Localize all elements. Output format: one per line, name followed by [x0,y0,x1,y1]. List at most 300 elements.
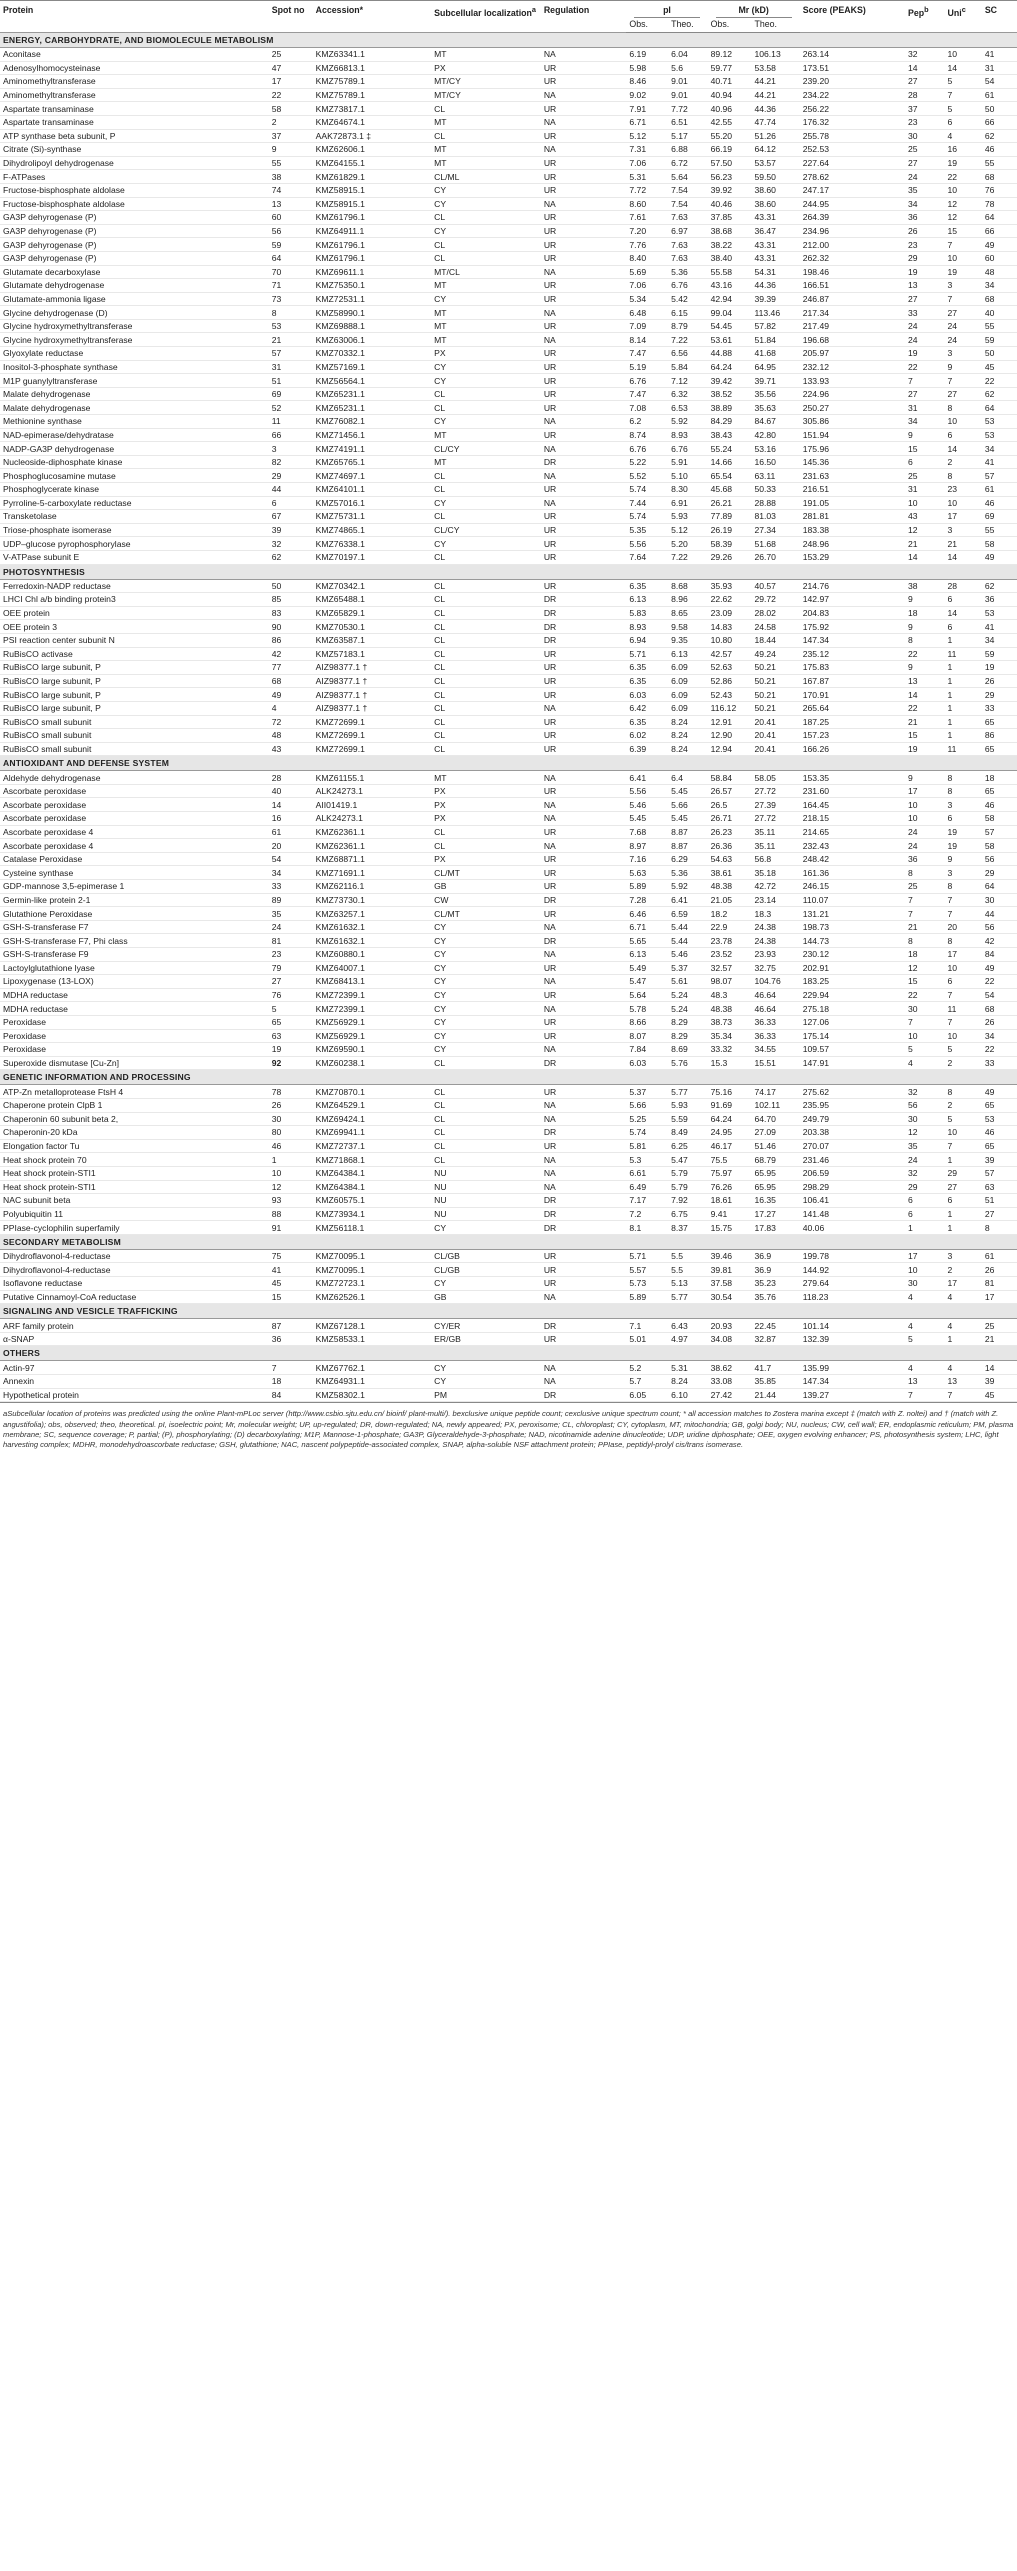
cell-sc: 31 [982,61,1017,75]
cell-sc: 53 [982,606,1017,620]
cell-mr-obs: 64.24 [708,360,752,374]
cell-mr-theo: 20.41 [751,742,799,756]
cell-mr-obs: 54.63 [708,852,752,866]
cell-pi-theo: 8.24 [668,742,708,756]
cell-pi-obs: 7.1 [626,1319,668,1333]
cell-protein: RuBisCO large subunit, P [0,674,269,688]
table-row [0,279,1017,293]
cell-pep: 1 [905,1221,944,1235]
cell-mr-theo: 24.58 [751,620,799,634]
cell-pep: 22 [905,360,944,374]
cell-pep: 31 [905,401,944,415]
header-regulation: Regulation [541,1,627,33]
cell-mr-theo: 53.16 [751,442,799,456]
cell-sc: 61 [982,1249,1017,1263]
cell-mr-obs: 22.62 [708,593,752,607]
cell-pi-obs: 6.48 [626,306,668,320]
cell-mr-theo: 36.47 [751,224,799,238]
cell-accession: KMZ62361.1 [313,839,431,853]
cell-protein: Chaperonin 60 subunit beta 2, [0,1112,269,1126]
cell-regulation: UR [541,825,627,839]
cell-score: 191.05 [800,496,905,510]
cell-accession: KMZ70095.1 [313,1249,431,1263]
cell-mr-theo: 38.60 [751,197,799,211]
table-row [0,238,1017,252]
table-row [0,715,1017,729]
cell-pep: 31 [905,483,944,497]
cell-uni: 7 [945,1015,982,1029]
cell-localization: CY [431,197,541,211]
cell-pi-obs: 7.68 [626,825,668,839]
cell-protein: Phosphoglycerate kinase [0,483,269,497]
header-pep [905,1,944,33]
cell-localization: CY [431,961,541,975]
cell-uni: 14 [945,61,982,75]
cell-pi-theo: 5.5 [668,1263,708,1277]
cell-mr-theo: 39.39 [751,292,799,306]
cell-accession: KMZ72737.1 [313,1139,431,1153]
cell-pep: 30 [905,1277,944,1291]
cell-spot: 68 [269,674,313,688]
cell-sc: 49 [982,961,1017,975]
cell-spot: 36 [269,1332,313,1346]
cell-spot: 30 [269,1112,313,1126]
cell-regulation: UR [541,880,627,894]
cell-sc: 62 [982,129,1017,143]
cell-sc: 41 [982,620,1017,634]
table-row [0,1249,1017,1263]
cell-accession: KMZ58533.1 [313,1332,431,1346]
cell-pi-obs: 6.49 [626,1180,668,1194]
cell-accession: KMZ58915.1 [313,183,431,197]
table-row [0,579,1017,593]
cell-spot: 40 [269,784,313,798]
cell-accession: KMZ71868.1 [313,1153,431,1167]
cell-localization: CW [431,893,541,907]
cell-sc: 55 [982,319,1017,333]
cell-pep: 32 [905,1085,944,1099]
cell-spot: 1 [269,1153,313,1167]
cell-pep: 32 [905,1166,944,1180]
cell-regulation: DR [541,893,627,907]
cell-uni: 3 [945,798,982,812]
cell-pep: 24 [905,839,944,853]
cell-uni: 24 [945,333,982,347]
cell-pep: 24 [905,1153,944,1167]
cell-mr-obs: 56.23 [708,170,752,184]
cell-pep: 18 [905,606,944,620]
cell-mr-theo: 26.70 [751,550,799,564]
cell-protein: ATP synthase beta subunit, P [0,129,269,143]
cell-localization: MT [431,156,541,170]
cell-sc: 54 [982,75,1017,89]
cell-pi-obs: 5.65 [626,934,668,948]
cell-regulation: DR [541,1221,627,1235]
cell-pi-theo: 8.37 [668,1221,708,1235]
cell-pi-theo: 7.54 [668,197,708,211]
cell-accession: AIZ98377.1 † [313,674,431,688]
cell-mr-obs: 48.38 [708,1002,752,1016]
cell-mr-obs: 38.22 [708,238,752,252]
cell-regulation: UR [541,319,627,333]
cell-protein: Malate dehydrogenase [0,401,269,415]
cell-sc: 30 [982,893,1017,907]
cell-regulation: NA [541,115,627,129]
cell-regulation: UR [541,156,627,170]
cell-uni: 17 [945,1277,982,1291]
cell-sc: 64 [982,401,1017,415]
cell-pep: 6 [905,1207,944,1221]
table-row [0,115,1017,129]
cell-sc: 46 [982,1126,1017,1140]
cell-pep: 21 [905,715,944,729]
cell-uni: 2 [945,455,982,469]
table-row [0,771,1017,785]
cell-mr-theo: 56.8 [751,852,799,866]
cell-uni: 10 [945,415,982,429]
cell-score: 139.27 [800,1388,905,1402]
cell-pi-theo: 8.24 [668,1375,708,1389]
cell-accession: KMZ69611.1 [313,265,431,279]
header-mr-theo: Theo. [751,18,799,33]
cell-mr-theo: 35.85 [751,1375,799,1389]
cell-score: 127.06 [800,1015,905,1029]
cell-pep: 8 [905,633,944,647]
cell-regulation: UR [541,510,627,524]
cell-regulation: UR [541,75,627,89]
cell-sc: 58 [982,537,1017,551]
cell-uni: 10 [945,496,982,510]
cell-mr-obs: 59.77 [708,61,752,75]
cell-pi-theo: 5.47 [668,1153,708,1167]
cell-accession: KMZ57183.1 [313,647,431,661]
cell-regulation: NA [541,1361,627,1375]
cell-pi-theo: 5.24 [668,988,708,1002]
cell-uni: 7 [945,88,982,102]
cell-accession: KMZ60575.1 [313,1194,431,1208]
cell-pi-theo: 5.36 [668,866,708,880]
cell-pep: 25 [905,469,944,483]
cell-mr-theo: 106.13 [751,48,799,62]
cell-score: 244.95 [800,197,905,211]
cell-pi-theo: 5.45 [668,784,708,798]
cell-protein: Peroxidase [0,1015,269,1029]
cell-protein: Isoflavone reductase [0,1277,269,1291]
cell-mr-obs: 37.58 [708,1277,752,1291]
cell-pep: 32 [905,48,944,62]
cell-mr-obs: 26.71 [708,812,752,826]
cell-regulation: DR [541,1319,627,1333]
cell-pep: 27 [905,292,944,306]
cell-localization: CY [431,224,541,238]
cell-pep: 14 [905,688,944,702]
cell-regulation: UR [541,729,627,743]
cell-spot: 73 [269,292,313,306]
cell-mr-theo: 50.21 [751,674,799,688]
cell-score: 176.32 [800,115,905,129]
cell-mr-obs: 58.84 [708,771,752,785]
cell-protein: NAD-epimerase/dehydratase [0,428,269,442]
cell-pi-theo: 5.6 [668,61,708,75]
cell-mr-obs: 76.26 [708,1180,752,1194]
cell-pep: 6 [905,1194,944,1208]
table-row [0,825,1017,839]
header-localization [431,1,541,33]
cell-spot: 14 [269,798,313,812]
cell-mr-obs: 26.21 [708,496,752,510]
cell-pi-theo: 5.84 [668,360,708,374]
cell-mr-theo: 34.55 [751,1043,799,1057]
cell-accession: AIZ98377.1 † [313,701,431,715]
table-row [0,183,1017,197]
cell-localization: CL [431,1085,541,1099]
cell-pi-obs: 5.25 [626,1112,668,1126]
table-row [0,197,1017,211]
cell-pi-obs: 5.69 [626,265,668,279]
cell-mr-obs: 18.2 [708,907,752,921]
cell-accession: KMZ65765.1 [313,455,431,469]
table-row [0,1085,1017,1099]
cell-protein: M1P guanylyltransferase [0,374,269,388]
cell-uni: 3 [945,347,982,361]
cell-pi-theo: 7.63 [668,211,708,225]
cell-uni: 6 [945,620,982,634]
cell-pi-theo: 4.97 [668,1332,708,1346]
cell-spot: 63 [269,1029,313,1043]
cell-accession: KMZ63341.1 [313,48,431,62]
table-row [0,483,1017,497]
cell-uni: 10 [945,183,982,197]
cell-protein: GSH-S-transferase F9 [0,948,269,962]
table-row [0,688,1017,702]
cell-sc: 41 [982,48,1017,62]
cell-regulation: DR [541,1056,627,1070]
cell-sc: 66 [982,224,1017,238]
table-row [0,674,1017,688]
cell-pi-theo: 5.17 [668,129,708,143]
cell-pi-theo: 8.29 [668,1015,708,1029]
table-row [0,866,1017,880]
table-row [0,593,1017,607]
cell-pi-obs: 7.28 [626,893,668,907]
cell-score: 204.83 [800,606,905,620]
cell-pi-theo: 5.44 [668,934,708,948]
table-row [0,347,1017,361]
cell-protein: UDP–glucose pyrophosphorylase [0,537,269,551]
cell-localization: CY [431,934,541,948]
cell-mr-obs: 44.88 [708,347,752,361]
cell-sc: 57 [982,469,1017,483]
cell-pep: 15 [905,729,944,743]
cell-accession: KMZ60238.1 [313,1056,431,1070]
table-row [0,920,1017,934]
cell-pi-theo: 6.91 [668,496,708,510]
table-header [0,1,1017,33]
cell-uni: 7 [945,893,982,907]
table-row [0,1388,1017,1402]
table-footnote: aSubcellular location of proteins was predicted using the online Plant-mPLoc server (http://www.csbio.sjtu.edu.cn/ bioinf/ plant-multi/). bexclusive unique peptide count; cexclusive unique spectrum count; * all accession matches to Zostera marina except ‡ (match with Z. noltei) and † (match with Z. angustifolia); obs, observed; theo, theoretical. pI, isoelectric point; Mr, molecular weight; UP, up-regulated; DR, down-regulated; NA, newly appeared; PX, peroxisome; CL, chloroplast; CY, cytoplasm, MT, mitochondria; GB, golgi body; NU, nucleus; CW, cell wall; ER, endoplasmic reticulum; PM, plasma membrane; SC, sequence coverage; P, partial; (P), phosphorylating; (D) decarboxylating; M1P, Mannose-1-phosphate; GA3P, Glyceraldehyde-3-phosphate; NAD, nicotinamide adenine dinucleotide; UDP, uridine diphosphate; OEE, oxygen evolving enhancer; PS, photosynthesis system; LHC, light harvesting complex; MDHR, monodehydroascorbate reductase; GSH, glutathione; NAC, nascent polypeptide-associated complex, SNAP, alpha-soluble NSF attachment protein; PPIase, peptidyl-prolyl cis/trans isomerase. [0,1402,1017,1451]
cell-pi-obs: 6.35 [626,579,668,593]
cell-score: 187.25 [800,715,905,729]
cell-mr-obs: 14.83 [708,620,752,634]
cell-accession: KMZ56929.1 [313,1015,431,1029]
cell-accession: KMZ70332.1 [313,347,431,361]
cell-spot: 42 [269,647,313,661]
header-protein: Protein [0,1,269,33]
cell-spot: 83 [269,606,313,620]
cell-spot: 34 [269,866,313,880]
cell-regulation: UR [541,579,627,593]
cell-sc: 46 [982,798,1017,812]
cell-score: 106.41 [800,1194,905,1208]
cell-uni: 19 [945,156,982,170]
cell-uni: 4 [945,1319,982,1333]
cell-spot: 11 [269,415,313,429]
cell-spot: 18 [269,1375,313,1389]
cell-mr-obs: 52.43 [708,688,752,702]
cell-spot: 28 [269,771,313,785]
cell-pi-theo: 6.09 [668,674,708,688]
cell-regulation: UR [541,401,627,415]
cell-score: 264.39 [800,211,905,225]
cell-spot: 10 [269,1166,313,1180]
cell-accession: KMZ64529.1 [313,1098,431,1112]
cell-spot: 61 [269,825,313,839]
cell-mr-theo: 47.74 [751,115,799,129]
cell-pi-obs: 6.76 [626,374,668,388]
cell-pi-obs: 9.02 [626,88,668,102]
cell-score: 212.00 [800,238,905,252]
cell-protein: Heat shock protein-STI1 [0,1166,269,1180]
cell-spot: 33 [269,880,313,894]
cell-spot: 9 [269,143,313,157]
cell-protein: OEE protein 3 [0,620,269,634]
cell-sc: 45 [982,1388,1017,1402]
table-row [0,742,1017,756]
cell-mr-obs: 10.80 [708,633,752,647]
cell-mr-theo: 24.38 [751,934,799,948]
cell-accession: AIZ98377.1 † [313,661,431,675]
cell-pep: 22 [905,988,944,1002]
cell-accession: KMZ71691.1 [313,866,431,880]
cell-accession: KMZ69590.1 [313,1043,431,1057]
cell-localization: CL [431,469,541,483]
cell-pi-obs: 5.12 [626,129,668,143]
cell-accession: KMZ69888.1 [313,319,431,333]
cell-localization: CY [431,988,541,1002]
cell-score: 170.91 [800,688,905,702]
cell-pi-theo: 6.04 [668,48,708,62]
cell-pi-obs: 5.37 [626,1085,668,1099]
cell-pep: 25 [905,880,944,894]
cell-uni: 7 [945,907,982,921]
cell-protein: Ascorbate peroxidase 4 [0,825,269,839]
cell-mr-theo: 27.34 [751,523,799,537]
cell-mr-theo: 43.31 [751,211,799,225]
cell-score: 199.78 [800,1249,905,1263]
cell-score: 206.59 [800,1166,905,1180]
cell-protein: Glycine dehydrogenase (D) [0,306,269,320]
cell-protein: Peroxidase [0,1043,269,1057]
cell-pi-obs: 6.35 [626,674,668,688]
cell-score: 249.79 [800,1112,905,1126]
cell-mr-theo: 22.45 [751,1319,799,1333]
cell-localization: CL/MT [431,907,541,921]
cell-pep: 29 [905,251,944,265]
cell-score: 248.96 [800,537,905,551]
cell-mr-obs: 58.39 [708,537,752,551]
cell-localization: CL [431,387,541,401]
cell-mr-obs: 39.46 [708,1249,752,1263]
cell-uni: 1 [945,729,982,743]
cell-pep: 7 [905,893,944,907]
cell-uni: 15 [945,224,982,238]
cell-regulation: UR [541,1015,627,1029]
cell-pi-obs: 6.02 [626,729,668,743]
cell-pi-theo: 7.12 [668,374,708,388]
cell-pi-obs: 5.56 [626,784,668,798]
cell-mr-obs: 38.68 [708,224,752,238]
table-row [0,893,1017,907]
cell-sc: 40 [982,306,1017,320]
cell-accession: KMZ64911.1 [313,224,431,238]
cell-pi-theo: 5.61 [668,975,708,989]
table-body [0,33,1017,1402]
cell-regulation: NA [541,1290,627,1304]
cell-pi-obs: 8.07 [626,1029,668,1043]
cell-protein: Ascorbate peroxidase [0,784,269,798]
cell-regulation: NA [541,265,627,279]
table-row [0,880,1017,894]
cell-accession: KMZ62116.1 [313,880,431,894]
cell-protein: RuBisCO large subunit, P [0,661,269,675]
cell-spot: 87 [269,1319,313,1333]
cell-protein: PPIase-cyclophilin superfamily [0,1221,269,1235]
cell-spot: 93 [269,1194,313,1208]
cell-pep: 19 [905,265,944,279]
cell-uni: 6 [945,115,982,129]
cell-pi-theo: 6.41 [668,893,708,907]
section-header [0,1234,1017,1249]
cell-localization: CL [431,1126,541,1140]
cell-protein: Transketolase [0,510,269,524]
cell-protein: Ascorbate peroxidase [0,798,269,812]
cell-protein: Phosphoglucosamine mutase [0,469,269,483]
table-row [0,647,1017,661]
cell-accession: KMZ75789.1 [313,88,431,102]
cell-regulation: NA [541,469,627,483]
cell-accession: AIZ98377.1 † [313,688,431,702]
cell-protein: GA3P dehyrogenase (P) [0,211,269,225]
cell-regulation: UR [541,387,627,401]
cell-pi-obs: 5.34 [626,292,668,306]
cell-spot: 37 [269,129,313,143]
cell-score: 145.36 [800,455,905,469]
cell-localization: NU [431,1194,541,1208]
cell-protein: Catalase Peroxidase [0,852,269,866]
cell-score: 247.17 [800,183,905,197]
cell-protein: Aspartate transaminase [0,115,269,129]
table-row [0,1056,1017,1070]
cell-sc: 64 [982,880,1017,894]
cell-accession: KMZ70197.1 [313,550,431,564]
cell-mr-theo: 35.23 [751,1277,799,1291]
header-spot: Spot no [269,1,313,33]
cell-mr-theo: 35.76 [751,1290,799,1304]
cell-accession: KMZ72399.1 [313,988,431,1002]
cell-spot: 88 [269,1207,313,1221]
cell-pi-obs: 7.06 [626,156,668,170]
